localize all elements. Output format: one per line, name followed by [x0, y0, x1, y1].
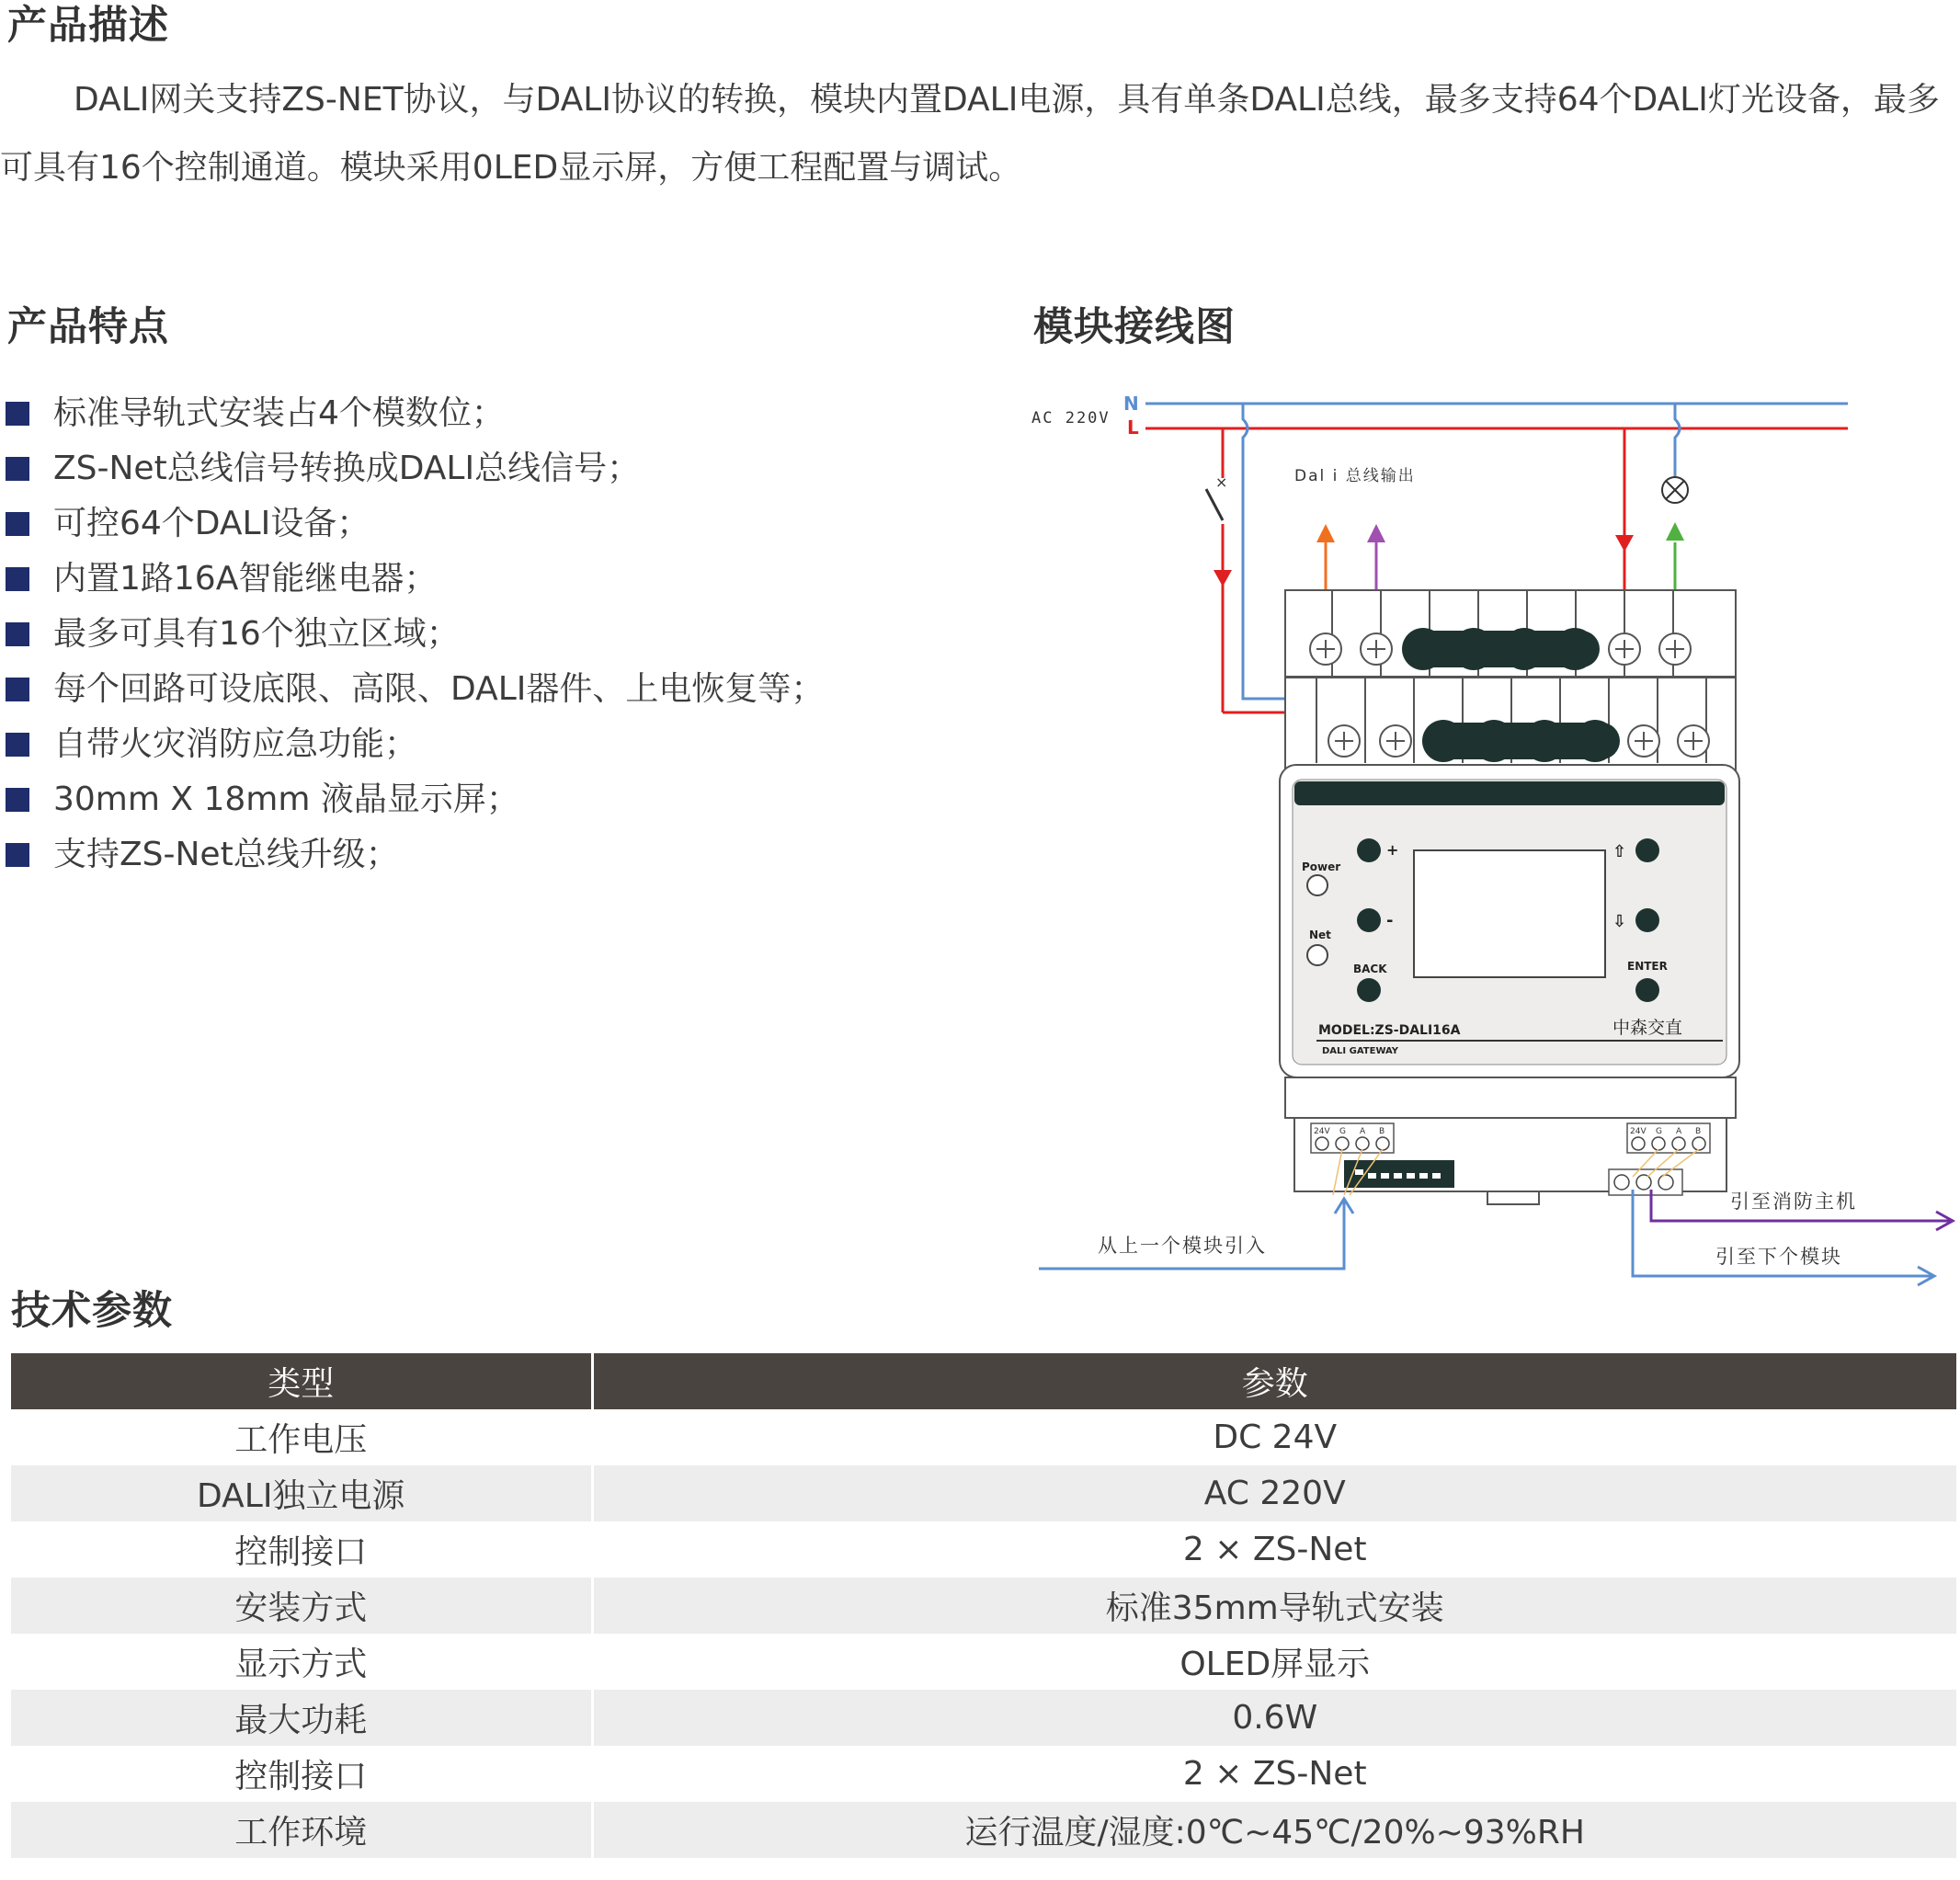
list-item	[6, 552, 824, 607]
switch-icon	[1206, 489, 1223, 520]
feature-text: 最多可具有16个独立区域；	[53, 615, 460, 653]
specs-col-param: 参数	[592, 1353, 1956, 1409]
description-heading: 产品描述	[7, 3, 169, 49]
bullet-square-icon	[6, 733, 29, 757]
table-row	[11, 1578, 1956, 1634]
table-row	[11, 1521, 1956, 1578]
brand-label: 中森交直	[1612, 1018, 1683, 1038]
spec-value: OLED屏显示	[1179, 1646, 1371, 1683]
feature-text: 标准导轨式安装占4个模数位；	[53, 394, 505, 432]
bullet-square-icon	[6, 843, 29, 867]
table-row	[11, 1690, 1956, 1746]
wiring-diagram	[1020, 377, 1960, 1287]
features-list	[6, 386, 824, 883]
spec-type: 最大功耗	[11, 1690, 592, 1746]
svg-text:A: A	[1676, 1127, 1682, 1136]
description-text	[0, 66, 1956, 202]
feature-text: 自带火灾消防应急功能；	[53, 725, 418, 763]
minus-button[interactable]	[1357, 908, 1381, 932]
list-item	[6, 441, 824, 496]
list-item	[6, 607, 824, 662]
spec-type: 控制接口	[11, 1521, 592, 1578]
spec-type: DALI独立电源	[11, 1465, 592, 1521]
table-row	[11, 1634, 1956, 1690]
oled-display	[1414, 850, 1605, 977]
specs-heading: 技术参数	[11, 1288, 173, 1334]
bullet-square-icon	[6, 678, 29, 701]
spec-value: 标准35mm导轨式安装	[592, 1578, 1956, 1634]
svg-text:×: ×	[1215, 473, 1228, 491]
svg-text:24V: 24V	[1630, 1127, 1647, 1136]
spec-value: 0.6W	[592, 1690, 1956, 1746]
power-led	[1307, 875, 1328, 895]
specs-table	[11, 1353, 1956, 1858]
svg-text:G: G	[1339, 1127, 1346, 1136]
spec-value: 2 × ZS-Net	[1182, 1755, 1367, 1793]
list-item	[6, 772, 824, 827]
spec-type: 工作电压	[11, 1409, 592, 1465]
wiring-heading: 模块接线图	[1033, 304, 1236, 350]
list-item	[6, 717, 824, 772]
from-previous-label: 从上一个模块引入	[1098, 1235, 1267, 1257]
bullet-square-icon	[6, 512, 29, 536]
spec-type: 控制接口	[11, 1746, 592, 1802]
to-next-label: 引至下个模块	[1715, 1246, 1842, 1268]
minus-label: -	[1386, 911, 1394, 930]
table-row	[11, 1465, 1956, 1521]
net-led-label: Net	[1309, 929, 1331, 941]
svg-text:A: A	[1360, 1127, 1366, 1136]
spec-value: AC 220V	[592, 1465, 1956, 1521]
feature-text: ZS-Net总线信号转换成DALI总线信号；	[53, 450, 641, 487]
list-item	[6, 496, 824, 552]
spec-value: DC 24V	[1213, 1419, 1338, 1456]
specs-header-row	[11, 1353, 1956, 1409]
feature-text: 每个回路可设底限、高限、DALI器件、上电恢复等；	[53, 670, 825, 708]
features-heading: 产品特点	[7, 304, 169, 350]
plus-button[interactable]	[1357, 838, 1381, 862]
net-led	[1307, 945, 1328, 965]
up-arrow-icon: ⇧	[1612, 842, 1627, 861]
down-arrow-icon: ⇩	[1612, 912, 1627, 931]
model-label: MODEL:ZS-DALI16A	[1318, 1023, 1461, 1038]
to-fire-host-label: 引至消防主机	[1730, 1191, 1857, 1213]
bullet-square-icon	[6, 402, 29, 426]
list-item	[6, 827, 824, 883]
l-label: L	[1127, 416, 1139, 439]
dali-output-label: Dal i 总线输出	[1294, 467, 1416, 485]
list-item	[6, 386, 824, 441]
module-body	[1280, 590, 1739, 1204]
description-body: DALI网关支持ZS-NET协议，与DALI协议的转换，模块内置DALI电源，具有单条DALI总线，最多支持64个DALI灯光设备，最多可具有16个控制通道。模块采用0LED显示屏，方便工程配置与调试。	[0, 81, 1940, 187]
svg-text:B: B	[1695, 1127, 1702, 1136]
spec-type: 安装方式	[11, 1578, 592, 1634]
list-item	[6, 662, 824, 717]
enter-button[interactable]	[1635, 978, 1659, 1002]
table-row	[11, 1746, 1956, 1802]
back-button[interactable]	[1357, 978, 1381, 1002]
gateway-label: DALI GATEWAY	[1322, 1046, 1399, 1056]
table-row	[11, 1409, 1956, 1465]
specs-col-type: 类型	[11, 1353, 592, 1409]
spec-type: 工作环境	[11, 1802, 592, 1858]
up-button[interactable]	[1635, 838, 1659, 862]
spec-value: 运行温度/湿度:0℃~45℃/20%~93%RH	[592, 1802, 1956, 1858]
ac-label: AC 220V	[1031, 409, 1111, 427]
spec-value: 2 × ZS-Net	[1182, 1531, 1367, 1568]
bullet-square-icon	[6, 457, 29, 481]
feature-text: 30mm X 18mm 液晶显示屏；	[53, 780, 519, 818]
feature-text: 可控64个DALI设备；	[53, 505, 370, 542]
feature-text: 内置1路16A智能继电器；	[53, 560, 438, 598]
n-label: N	[1123, 393, 1139, 415]
back-label: BACK	[1353, 963, 1387, 975]
bullet-square-icon	[6, 788, 29, 812]
bullet-square-icon	[6, 567, 29, 591]
svg-text:B: B	[1379, 1127, 1385, 1136]
bullet-square-icon	[6, 622, 29, 646]
svg-text:24V: 24V	[1314, 1127, 1330, 1136]
plus-label: +	[1386, 841, 1399, 859]
feature-text: 支持ZS-Net总线升级；	[53, 836, 399, 873]
spec-type: 显示方式	[11, 1634, 592, 1690]
table-row	[11, 1802, 1956, 1858]
svg-text:G: G	[1656, 1127, 1662, 1136]
power-led-label: Power	[1302, 860, 1341, 873]
down-button[interactable]	[1635, 908, 1659, 932]
enter-label: ENTER	[1627, 960, 1668, 973]
